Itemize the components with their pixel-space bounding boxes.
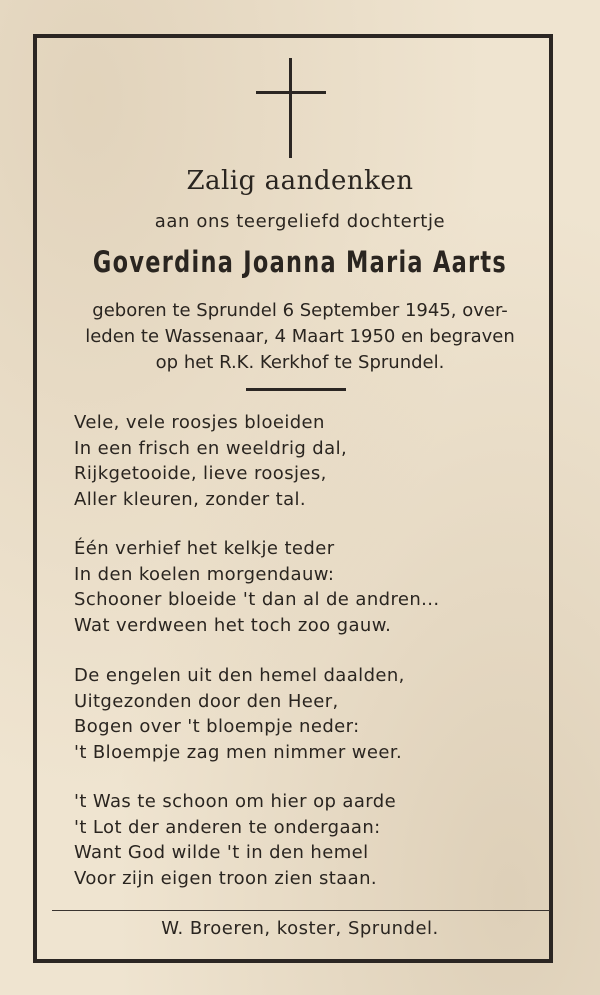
poem-line: Uitgezonden door den Heer, — [74, 690, 339, 712]
details-line: leden te Wassenaar, 4 Maart 1950 en begraven — [85, 326, 515, 347]
details-line: geboren te Sprundel 6 September 1945, over- — [92, 300, 508, 321]
poem-line: In den koelen morgendauw: — [74, 563, 335, 585]
card-subtitle: aan ons teergeliefd dochtertje — [154, 211, 446, 232]
poem-line: De engelen uit den hemel daalden, — [74, 665, 405, 686]
poem-line: Bogen over 't bloempje neder: — [74, 716, 360, 737]
poem-line: Vele, vele roosjes bloeiden — [74, 412, 325, 433]
poem-line: Voor zijn eigen troon zien staan. — [74, 867, 378, 889]
cross-icon-vertical — [289, 58, 292, 158]
poem-line: Schooner bloeide 't dan al de andren... — [74, 589, 440, 610]
card-title: Zalig aandenken — [186, 166, 414, 196]
cross-icon-horizontal — [256, 91, 326, 94]
poem-line: 't Was te schoon om hier op aarde — [74, 791, 397, 812]
poem-stanza-2 — [74, 536, 440, 638]
poem-line: Wat verdween het toch zoo gauw. — [74, 614, 392, 636]
poem-line: Rijkgetooide, lieve roosjes, — [74, 463, 327, 484]
deceased-name: Goverdina Joanna Maria Aarts — [92, 245, 508, 279]
birth-death-details — [50, 298, 550, 376]
footer-divider — [52, 910, 550, 911]
divider-rule — [246, 388, 346, 391]
details-line: op het R.K. Kerkhof te Sprundel. — [155, 352, 445, 373]
poem-line: Want God wilde 't in den hemel — [74, 842, 369, 863]
poem-line: Één verhief het kelkje teder — [74, 538, 335, 559]
poem-stanza-4 — [74, 789, 396, 891]
poem-line: In een frisch en weeldrig dal, — [74, 437, 348, 459]
poem-stanza-1 — [74, 410, 347, 512]
printer-credit: W. Broeren, koster, Sprundel. — [161, 918, 439, 939]
poem-stanza-3 — [74, 663, 405, 765]
poem-line: 't Lot der anderen te ondergaan: — [74, 816, 381, 838]
poem-line: 't Bloempje zag men nimmer weer. — [74, 741, 403, 763]
poem-line: Aller kleuren, zonder tal. — [74, 488, 307, 510]
